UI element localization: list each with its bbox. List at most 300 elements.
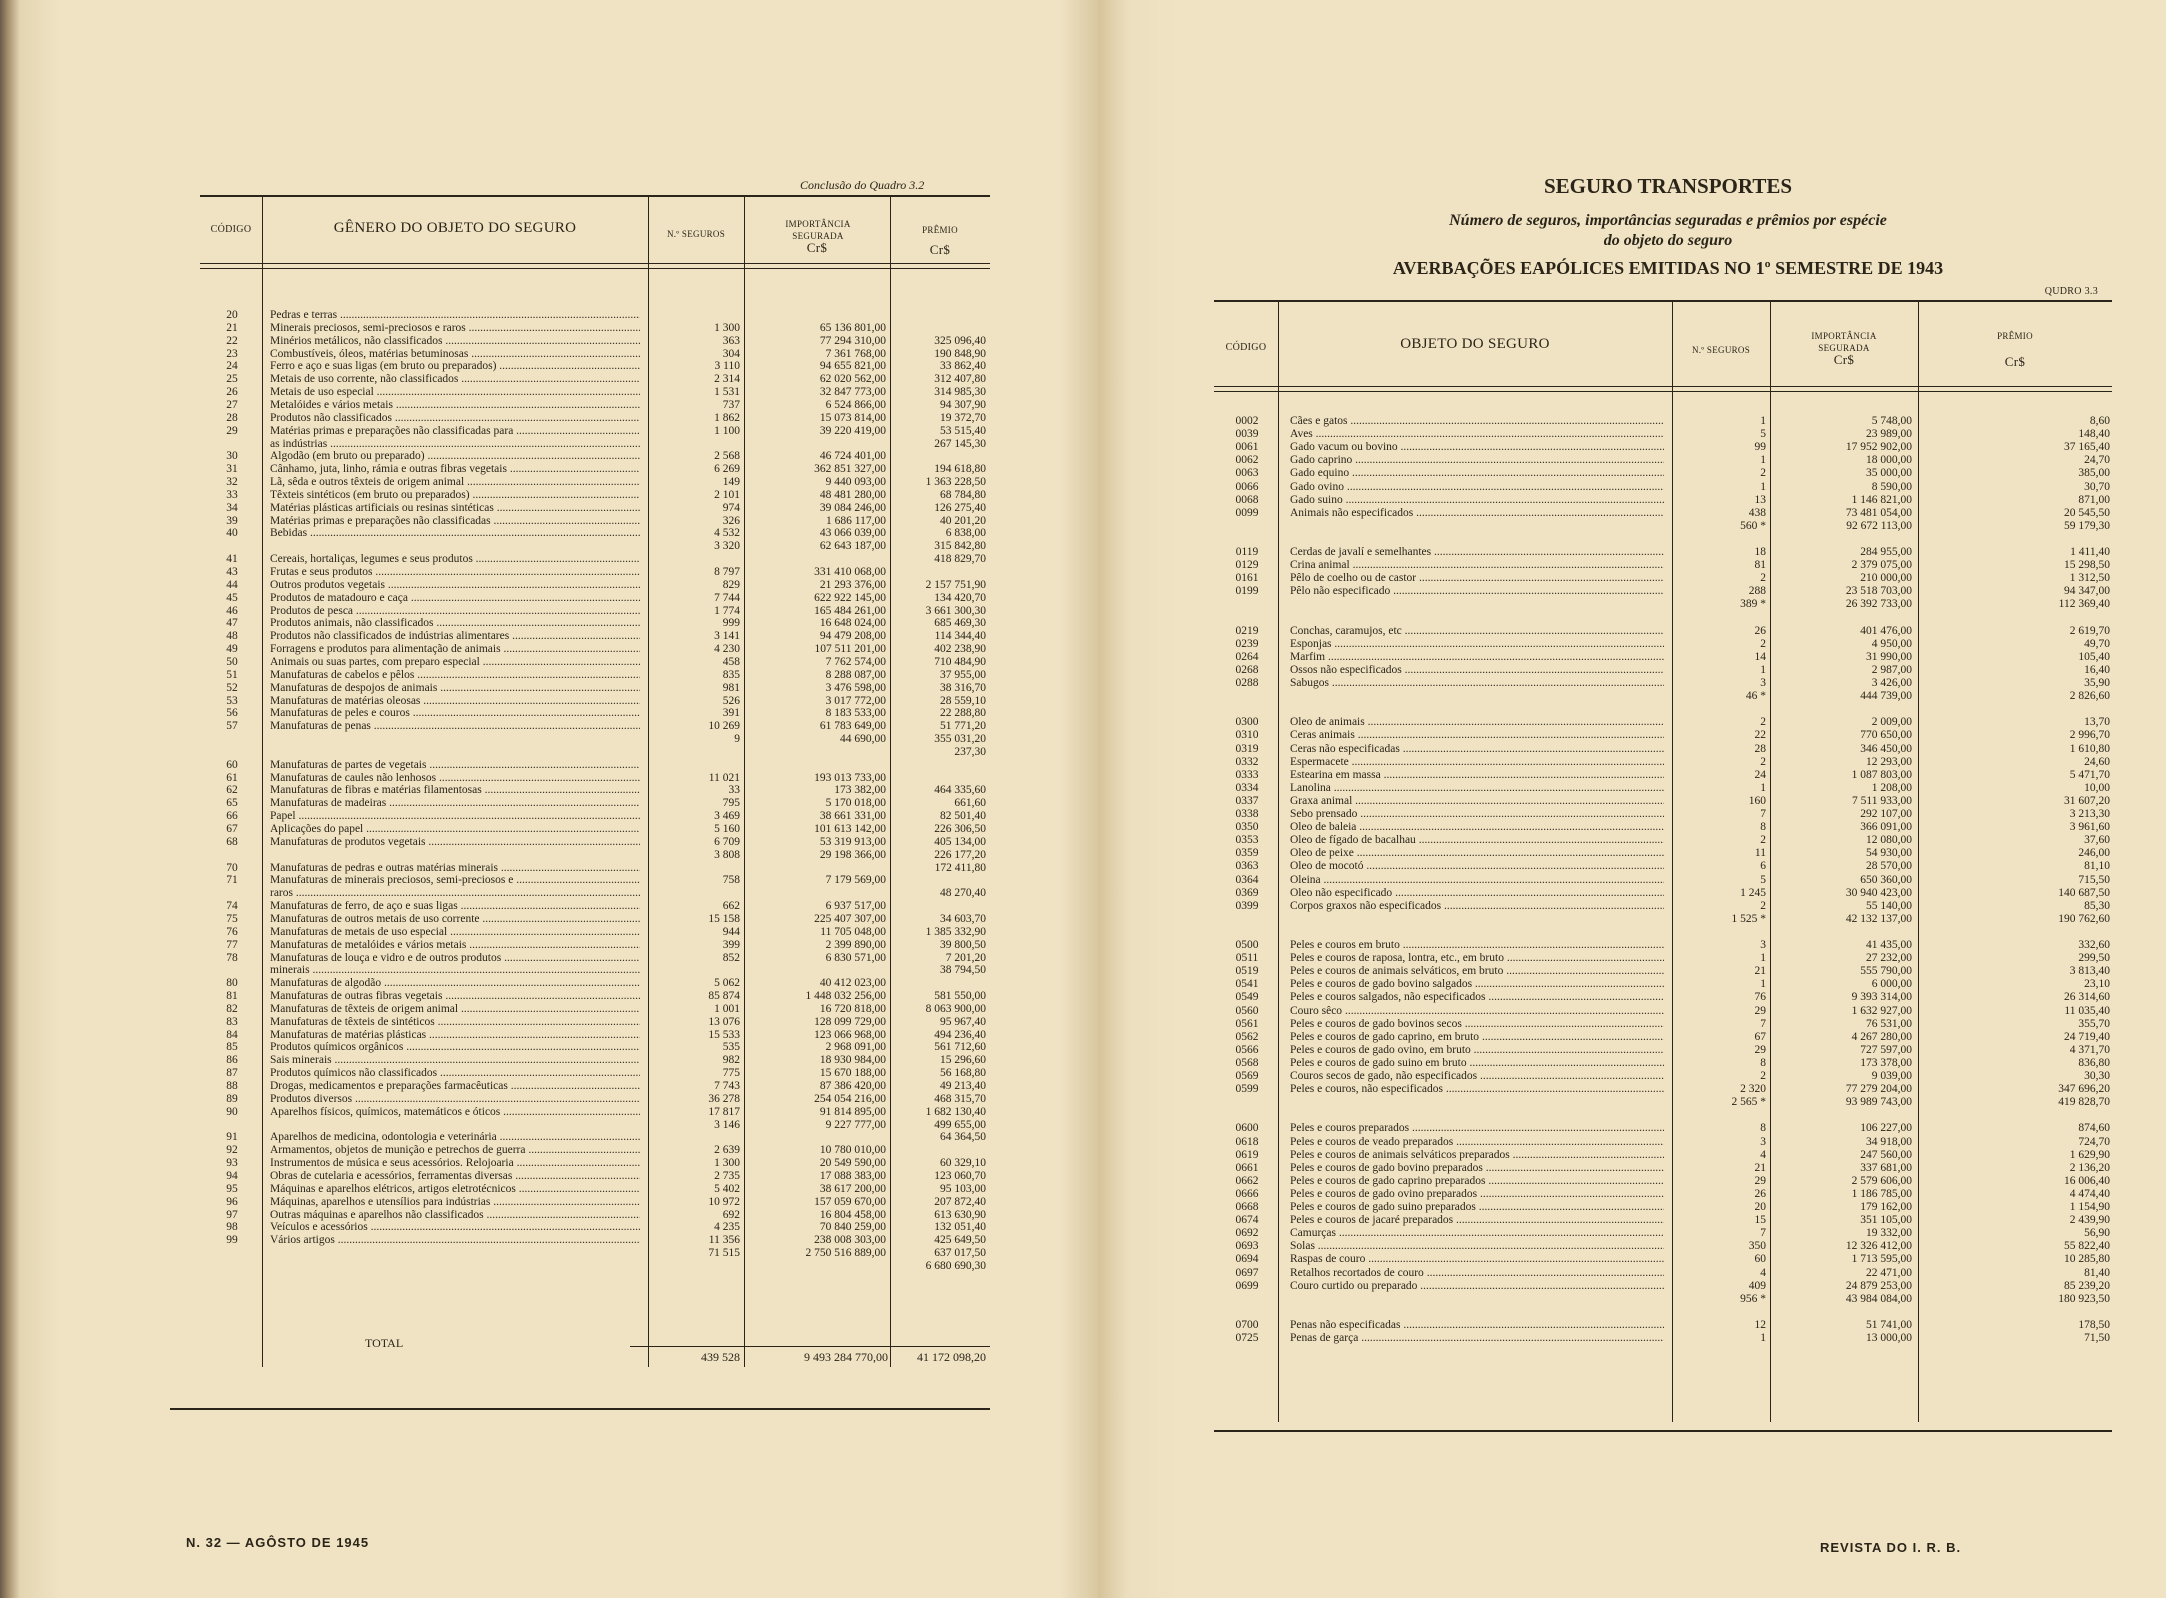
row-amount: 770 650,00 bbox=[1860, 729, 1912, 742]
row-count: 6 269 bbox=[714, 463, 740, 476]
table-row bbox=[1098, 559, 2110, 572]
table-row bbox=[0, 965, 1000, 976]
table-row bbox=[1098, 1318, 2110, 1331]
row-premium: 190 848,90 bbox=[934, 347, 986, 360]
row-count: 438 bbox=[1748, 506, 1766, 519]
row-premium: 385,00 bbox=[2078, 467, 2110, 480]
row-premium: 55 822,40 bbox=[2064, 1240, 2110, 1253]
row-count: 2 639 bbox=[714, 1144, 740, 1157]
table-row bbox=[1098, 1030, 2110, 1043]
table-bottom-rule bbox=[1214, 1430, 2112, 1432]
row-premium: 710 484,90 bbox=[934, 655, 986, 668]
table-row bbox=[1098, 794, 2110, 807]
row-description: Produtos não classificados de indústrias alimentares ..... bbox=[270, 631, 640, 642]
row-description: Animais ou suas partes, com preparo especial ..... bbox=[270, 657, 640, 668]
row-amount: 43 066 039,00 bbox=[819, 527, 886, 540]
row-premium: 2 439,90 bbox=[2069, 1214, 2110, 1227]
row-amount: 351 105,00 bbox=[1860, 1214, 1912, 1227]
table-row bbox=[1098, 1227, 2110, 1240]
row-premium: 85,30 bbox=[2084, 899, 2110, 912]
row-code: 0333 bbox=[1235, 768, 1259, 781]
row-count: 13 bbox=[1754, 493, 1766, 506]
row-amount: 8 288 087,00 bbox=[825, 668, 886, 681]
row-count: 29 bbox=[1754, 1043, 1766, 1056]
table-row bbox=[0, 1017, 1000, 1028]
row-premium: 28 559,10 bbox=[940, 694, 986, 707]
row-code: 77 bbox=[226, 938, 238, 951]
row-amount: 1 713 595,00 bbox=[1851, 1253, 1912, 1266]
row-count: 458 bbox=[722, 655, 740, 668]
table-row bbox=[1098, 650, 2110, 663]
table-top-rule bbox=[1214, 300, 2112, 302]
row-count: 4 230 bbox=[714, 643, 740, 656]
row-count: 1 100 bbox=[714, 424, 740, 437]
table-row bbox=[0, 721, 1000, 732]
row-code: 68 bbox=[226, 835, 238, 848]
row-code: 0119 bbox=[1235, 546, 1259, 558]
row-amount: 24 879 253,00 bbox=[1845, 1279, 1912, 1292]
table-row bbox=[0, 1184, 1000, 1195]
row-premium: 1 154,90 bbox=[2069, 1201, 2110, 1213]
row-premium: 190 762,60 bbox=[2058, 912, 2110, 925]
table-row bbox=[0, 1120, 1000, 1131]
row-code: 0363 bbox=[1235, 860, 1259, 873]
row-description: Camurças ..... bbox=[1290, 1228, 1664, 1239]
row-premium: 37 955,00 bbox=[940, 668, 986, 681]
row-amount: 16 648 024,00 bbox=[819, 617, 886, 630]
row-code: 56 bbox=[226, 707, 238, 720]
row-premium: 3 661 300,30 bbox=[925, 604, 986, 617]
row-description: Produtos não classificados ..... bbox=[270, 413, 640, 424]
subtitle-1: Número de seguros, importâncias seguradas e prêmios por espécie bbox=[1449, 212, 1887, 229]
row-description: Peles e couros de gado ovino, em bruto ..... bbox=[1290, 1045, 1664, 1056]
total-n: 439 528 bbox=[701, 1350, 740, 1364]
table-row bbox=[0, 464, 1000, 475]
row-amount: 77 279 204,00 bbox=[1845, 1083, 1912, 1096]
row-amount: 210 000,00 bbox=[1860, 572, 1912, 585]
row-count: 1 774 bbox=[714, 604, 740, 617]
row-count: 8 797 bbox=[714, 566, 740, 578]
row-code: 0338 bbox=[1235, 808, 1259, 820]
table-row bbox=[1098, 834, 2110, 847]
row-premium: 464 335,60 bbox=[934, 784, 986, 797]
row-amount: 1 448 032 256,00 bbox=[805, 990, 886, 1003]
row-count: 526 bbox=[722, 694, 740, 707]
row-count: 304 bbox=[722, 347, 740, 360]
table-row bbox=[1098, 428, 2110, 441]
table-row bbox=[1098, 1148, 2110, 1161]
row-code: 0661 bbox=[1235, 1161, 1259, 1174]
row-code: 67 bbox=[226, 823, 238, 835]
row-description: Produtos de pesca ..... bbox=[270, 606, 640, 617]
row-amount: 15 670 188,00 bbox=[819, 1067, 886, 1080]
row-description: Manufaturas de minerais preciosos, semi-preciosos e ..... bbox=[270, 875, 640, 886]
row-code: 86 bbox=[226, 1054, 238, 1067]
row-amount: 12 326 412,00 bbox=[1845, 1240, 1912, 1253]
row-amount: 727 597,00 bbox=[1860, 1043, 1912, 1056]
row-description: Peles e couros de veado preparados ..... bbox=[1290, 1137, 1664, 1148]
row-code: 65 bbox=[226, 797, 238, 810]
row-code: 0568 bbox=[1235, 1056, 1259, 1069]
row-code: 0350 bbox=[1235, 821, 1259, 834]
row-count: 71 515 bbox=[708, 1247, 740, 1260]
table-row bbox=[0, 1210, 1000, 1221]
row-description: Manufaturas de fibras e matérias filamentosas ..... bbox=[270, 785, 640, 796]
row-description: Outros produtos vegetais ..... bbox=[270, 580, 640, 591]
row-description: Oleo de fígado de bacalhau ..... bbox=[1290, 835, 1664, 846]
header-n: N.º SEGUROS bbox=[666, 229, 726, 239]
row-description: Oleo de mocotó ..... bbox=[1290, 861, 1664, 872]
row-premium: 40 201,20 bbox=[940, 514, 986, 527]
total-rule bbox=[630, 1346, 990, 1347]
row-amount: 51 741,00 bbox=[1866, 1318, 1912, 1331]
row-count: 692 bbox=[722, 1208, 740, 1221]
row-amount: 337 681,00 bbox=[1860, 1161, 1912, 1174]
row-code: 28 bbox=[226, 411, 238, 424]
row-description: Manufaturas de madeiras ..... bbox=[270, 798, 640, 809]
row-code: 0332 bbox=[1235, 755, 1259, 768]
row-amount: 8 183 533,00 bbox=[825, 707, 886, 720]
row-code: 40 bbox=[226, 527, 238, 540]
row-premium: 1 363 228,50 bbox=[925, 476, 986, 489]
row-count: 13 076 bbox=[708, 1015, 740, 1028]
row-description: Espermacete ..... bbox=[1290, 757, 1664, 768]
table-row bbox=[0, 554, 1000, 565]
row-count: 835 bbox=[722, 668, 740, 681]
table-row bbox=[0, 1068, 1000, 1079]
row-premium: 94 347,00 bbox=[2064, 585, 2110, 598]
row-count: 17 817 bbox=[708, 1105, 740, 1118]
table-row bbox=[0, 683, 1000, 694]
row-amount: 6 524 866,00 bbox=[825, 398, 886, 411]
table-row bbox=[1098, 1083, 2110, 1096]
row-amount: 48 481 280,00 bbox=[819, 488, 886, 501]
row-count: 7 bbox=[1760, 808, 1766, 820]
row-description: Máquinas e aparelhos elétricos, artigos eletrotécnicos ..... bbox=[270, 1184, 640, 1195]
row-premium: 10,00 bbox=[2084, 781, 2110, 794]
row-count: 3 141 bbox=[714, 630, 740, 643]
row-count: 4 bbox=[1760, 1266, 1766, 1279]
row-code: 0129 bbox=[1235, 559, 1259, 572]
row-premium: 33 862,40 bbox=[940, 360, 986, 373]
table-row bbox=[0, 747, 1000, 758]
table-row bbox=[1098, 1201, 2110, 1213]
row-description: Manufaturas de matérias plásticas ..... bbox=[270, 1030, 640, 1041]
row-amount: 7 511 933,00 bbox=[1852, 794, 1912, 807]
row-count: 11 021 bbox=[708, 771, 740, 784]
row-premium: 724,70 bbox=[2078, 1135, 2110, 1148]
row-code: 0369 bbox=[1235, 886, 1259, 899]
row-count: 4 532 bbox=[714, 527, 740, 540]
row-premium: 37,60 bbox=[2084, 834, 2110, 847]
row-code: 92 bbox=[226, 1144, 238, 1157]
table-row bbox=[1098, 1307, 2098, 1318]
row-count: 3 bbox=[1760, 939, 1766, 951]
row-amount: 62 020 562,00 bbox=[819, 373, 886, 386]
row-premium: 30,30 bbox=[2084, 1070, 2110, 1082]
row-count: 737 bbox=[722, 398, 740, 411]
row-description: Animais não especificados ..... bbox=[1290, 508, 1664, 519]
table-row bbox=[0, 528, 1000, 539]
row-code: 0692 bbox=[1235, 1227, 1259, 1240]
row-description: Pêlo de coelho ou de castor ..... bbox=[1290, 573, 1664, 584]
row-count: 775 bbox=[722, 1067, 740, 1080]
row-premium: 2 136,20 bbox=[2069, 1161, 2110, 1174]
row-premium: 1 385 332,90 bbox=[925, 925, 986, 938]
table-row bbox=[0, 811, 1000, 822]
row-premium: 2 996,70 bbox=[2069, 729, 2110, 742]
row-premium: 314 985,30 bbox=[934, 386, 986, 399]
row-code: 60 bbox=[226, 758, 238, 771]
row-amount: 15 073 814,00 bbox=[819, 411, 886, 424]
row-amount: 346 450,00 bbox=[1860, 742, 1912, 755]
row-premium: 425 649,50 bbox=[934, 1234, 986, 1247]
row-description: Cães e gatos ..... bbox=[1290, 416, 1664, 427]
row-premium: 2 157 751,90 bbox=[925, 578, 986, 591]
table-row bbox=[1098, 1161, 2110, 1174]
row-description: Sais minerais ..... bbox=[270, 1055, 640, 1066]
row-count: 4 bbox=[1760, 1148, 1766, 1161]
row-code: 22 bbox=[226, 334, 238, 347]
row-amount: 7 361 768,00 bbox=[825, 347, 886, 360]
table-row bbox=[0, 978, 1000, 989]
row-count: 1 bbox=[1760, 415, 1766, 427]
row-code: 49 bbox=[226, 643, 238, 656]
row-code: 0268 bbox=[1235, 663, 1259, 676]
row-description: Oleina ..... bbox=[1290, 875, 1664, 886]
row-count: 3 bbox=[1760, 1135, 1766, 1148]
row-description: Obras de cutelaria e acessórios, ferramentas diversas ..... bbox=[270, 1171, 640, 1182]
row-code: 0062 bbox=[1235, 454, 1259, 467]
row-amount: 362 851 327,00 bbox=[814, 463, 886, 476]
row-count: 7 bbox=[1760, 1017, 1766, 1030]
row-count: 76 bbox=[1754, 991, 1766, 1004]
row-amount: 6 000,00 bbox=[1871, 978, 1912, 991]
table-row bbox=[1098, 927, 2098, 938]
row-amount: 10 780 010,00 bbox=[819, 1144, 886, 1157]
row-code: 25 bbox=[226, 373, 238, 386]
row-premium: 2 826,60 bbox=[2069, 690, 2110, 703]
row-code: 87 bbox=[226, 1067, 238, 1080]
table-row bbox=[0, 927, 1000, 938]
row-code: 97 bbox=[226, 1208, 238, 1221]
row-premium: 7 201,20 bbox=[945, 951, 986, 964]
row-count: 944 bbox=[722, 925, 740, 938]
row-description: Marfim ..... bbox=[1290, 652, 1664, 663]
row-amount: 2 379 075,00 bbox=[1851, 559, 1912, 572]
row-premium: 94 307,90 bbox=[940, 398, 986, 411]
row-code: 0219 bbox=[1235, 624, 1259, 637]
row-count: 12 bbox=[1754, 1318, 1766, 1331]
table-row bbox=[1098, 493, 2110, 506]
row-count: 982 bbox=[722, 1054, 740, 1067]
row-premium: 126 275,40 bbox=[934, 501, 986, 514]
row-premium: 82 501,40 bbox=[940, 810, 986, 823]
row-count: 3 bbox=[1760, 677, 1766, 689]
row-count: 350 bbox=[1748, 1240, 1766, 1253]
row-count: 3 808 bbox=[714, 848, 740, 861]
row-description: Couro sêco ..... bbox=[1290, 1006, 1664, 1017]
table-row bbox=[0, 644, 1000, 655]
row-amount: 444 739,00 bbox=[1860, 690, 1912, 703]
table-row bbox=[1098, 742, 2110, 755]
row-description: Ossos não especificados ..... bbox=[1290, 665, 1664, 676]
table-row bbox=[1098, 1253, 2110, 1266]
row-amount: 7 179 569,00 bbox=[825, 874, 886, 887]
row-premium: 2 619,70 bbox=[2069, 624, 2110, 637]
row-premium: 1 610,80 bbox=[2069, 742, 2110, 755]
row-description: Peles e couros de raposa, lontra, etc., em bruto ..... bbox=[1290, 953, 1664, 964]
row-premium: 112 369,40 bbox=[2058, 598, 2110, 611]
row-premium: 10 285,80 bbox=[2064, 1253, 2110, 1266]
row-amount: 16 804 458,00 bbox=[819, 1208, 886, 1221]
row-premium: 16 006,40 bbox=[2064, 1174, 2110, 1187]
row-amount: 173 382,00 bbox=[834, 784, 886, 797]
table-row bbox=[0, 1042, 1000, 1053]
row-code: 61 bbox=[226, 771, 238, 784]
row-premium: 68 784,80 bbox=[940, 488, 986, 501]
row-count: 5 402 bbox=[714, 1182, 740, 1195]
row-count: 15 158 bbox=[708, 912, 740, 925]
row-premium: 1 629,90 bbox=[2069, 1148, 2110, 1161]
table-row bbox=[0, 696, 1000, 707]
row-premium: 1 312,50 bbox=[2069, 572, 2110, 585]
table-row bbox=[0, 400, 1000, 411]
table-row bbox=[0, 606, 1000, 617]
table-row bbox=[0, 914, 1000, 925]
row-description: Peles e couros de animais selváticos preparados ..... bbox=[1290, 1150, 1664, 1161]
row-count: 36 278 bbox=[708, 1092, 740, 1105]
row-count: 21 bbox=[1754, 965, 1766, 978]
row-amount: 26 392 733,00 bbox=[1845, 598, 1912, 611]
table-row bbox=[0, 888, 1000, 899]
row-amount: 1 087 803,00 bbox=[1851, 768, 1912, 781]
row-count: 8 bbox=[1760, 1122, 1766, 1135]
table-row bbox=[0, 875, 1000, 886]
row-count: 1 525 * bbox=[1731, 912, 1766, 925]
row-code: 0063 bbox=[1235, 467, 1259, 480]
row-description: Peles e couros de gado ovino preparados ..... bbox=[1290, 1189, 1664, 1200]
row-description: Matérias primas e preparações não classificadas para ..... bbox=[270, 426, 640, 437]
row-amount: 2 968 091,00 bbox=[825, 1041, 886, 1054]
header-bottom-rule-2 bbox=[1214, 391, 2112, 392]
row-code: 0662 bbox=[1235, 1174, 1259, 1187]
row-premium: 15 296,60 bbox=[940, 1054, 986, 1067]
row-amount: 5 170 018,00 bbox=[825, 797, 886, 810]
table-row bbox=[1098, 1266, 2110, 1279]
header-bottom-rule-2 bbox=[200, 268, 990, 269]
table-row bbox=[1098, 572, 2110, 585]
row-amount: 22 471,00 bbox=[1866, 1266, 1912, 1279]
row-code: 53 bbox=[226, 694, 238, 707]
row-amount: 3 426,00 bbox=[1871, 677, 1912, 689]
row-code: 50 bbox=[226, 655, 238, 668]
row-premium: 874,60 bbox=[2078, 1122, 2110, 1135]
row-code: 0619 bbox=[1235, 1148, 1259, 1161]
table-row bbox=[0, 323, 1000, 334]
row-description: Oleo de animais ..... bbox=[1290, 717, 1664, 728]
row-code: 84 bbox=[226, 1028, 238, 1041]
row-description: Minérios metálicos, não classificados ..... bbox=[270, 336, 640, 347]
header-imp: IMPORTÂNCIA SEGURADA bbox=[1811, 331, 1877, 353]
table-row bbox=[1098, 781, 2110, 794]
row-code: 99 bbox=[226, 1234, 238, 1247]
row-amount: 157 059 670,00 bbox=[814, 1195, 886, 1208]
table-row bbox=[1098, 978, 2110, 991]
row-amount: 43 984 084,00 bbox=[1845, 1292, 1912, 1305]
row-description: Pedras e terras ..... bbox=[270, 310, 640, 321]
row-amount: 8 590,00 bbox=[1871, 480, 1912, 493]
row-description: Gado suino ..... bbox=[1290, 495, 1664, 506]
row-count: 160 bbox=[1748, 794, 1766, 807]
table-row bbox=[1098, 860, 2110, 873]
table-row bbox=[0, 708, 1000, 719]
row-description: Algodão (em bruto ou preparado) ..... bbox=[270, 451, 640, 462]
row-premium: 180 923,50 bbox=[2058, 1292, 2110, 1305]
row-amount: 11 705 048,00 bbox=[820, 925, 886, 938]
row-premium: 37 165,40 bbox=[2064, 441, 2110, 454]
row-amount: 622 922 145,00 bbox=[814, 591, 886, 604]
row-premium: 148,40 bbox=[2078, 428, 2110, 441]
row-count: 5 062 bbox=[714, 977, 740, 990]
row-count: 363 bbox=[722, 334, 740, 347]
row-premium: 3 213,30 bbox=[2069, 808, 2110, 820]
row-count: 981 bbox=[722, 681, 740, 694]
row-count: 1 bbox=[1760, 952, 1766, 965]
row-description: Produtos químicos orgânicos ..... bbox=[270, 1042, 640, 1053]
row-count: 26 bbox=[1754, 624, 1766, 637]
row-code: 0566 bbox=[1235, 1043, 1259, 1056]
row-code: 21 bbox=[226, 321, 238, 334]
row-description: Gado caprino ..... bbox=[1290, 455, 1664, 466]
table-row bbox=[1098, 1332, 2110, 1344]
table-row bbox=[1098, 1017, 2110, 1030]
row-description: Penas não especificadas ..... bbox=[1290, 1320, 1664, 1331]
row-amount: 165 484 261,00 bbox=[814, 604, 886, 617]
row-premium: 871,00 bbox=[2078, 493, 2110, 506]
row-description: Manufaturas de penas ..... bbox=[270, 721, 640, 732]
row-amount: 107 511 201,00 bbox=[814, 643, 886, 656]
row-count: 3 110 bbox=[714, 360, 740, 373]
row-amount: 650 360,00 bbox=[1860, 873, 1912, 886]
row-amount: 2 009,00 bbox=[1871, 716, 1912, 729]
row-code: 96 bbox=[226, 1195, 238, 1208]
row-code: 47 bbox=[226, 617, 238, 630]
row-count: 29 bbox=[1754, 1174, 1766, 1187]
table-row bbox=[1098, 1240, 2110, 1253]
row-description: Cereais, hortaliças, legumes e seus produtos ..... bbox=[270, 554, 640, 565]
row-code: 33 bbox=[226, 488, 238, 501]
row-count: 15 bbox=[1754, 1214, 1766, 1227]
row-code: 62 bbox=[226, 784, 238, 797]
row-code: 0161 bbox=[1235, 572, 1259, 585]
row-premium: 6 680 690,30 bbox=[925, 1259, 986, 1272]
row-amount: 93 989 743,00 bbox=[1845, 1096, 1912, 1109]
row-count: 2 314 bbox=[714, 373, 740, 386]
row-count: 6 709 bbox=[714, 835, 740, 848]
table-row bbox=[1098, 1279, 2110, 1292]
row-premium: 24,70 bbox=[2084, 454, 2110, 467]
row-count: 2 bbox=[1760, 637, 1766, 650]
row-premium: 19 372,70 bbox=[940, 411, 986, 424]
row-description: Sebo prensado ..... bbox=[1290, 809, 1664, 820]
row-description: Produtos diversos ..... bbox=[270, 1094, 640, 1105]
row-premium: 20 545,50 bbox=[2064, 506, 2110, 519]
table-row bbox=[0, 773, 1000, 784]
row-amount: 401 476,00 bbox=[1860, 624, 1912, 637]
table-row bbox=[0, 580, 1000, 591]
row-amount: 92 672 113,00 bbox=[1846, 519, 1912, 532]
